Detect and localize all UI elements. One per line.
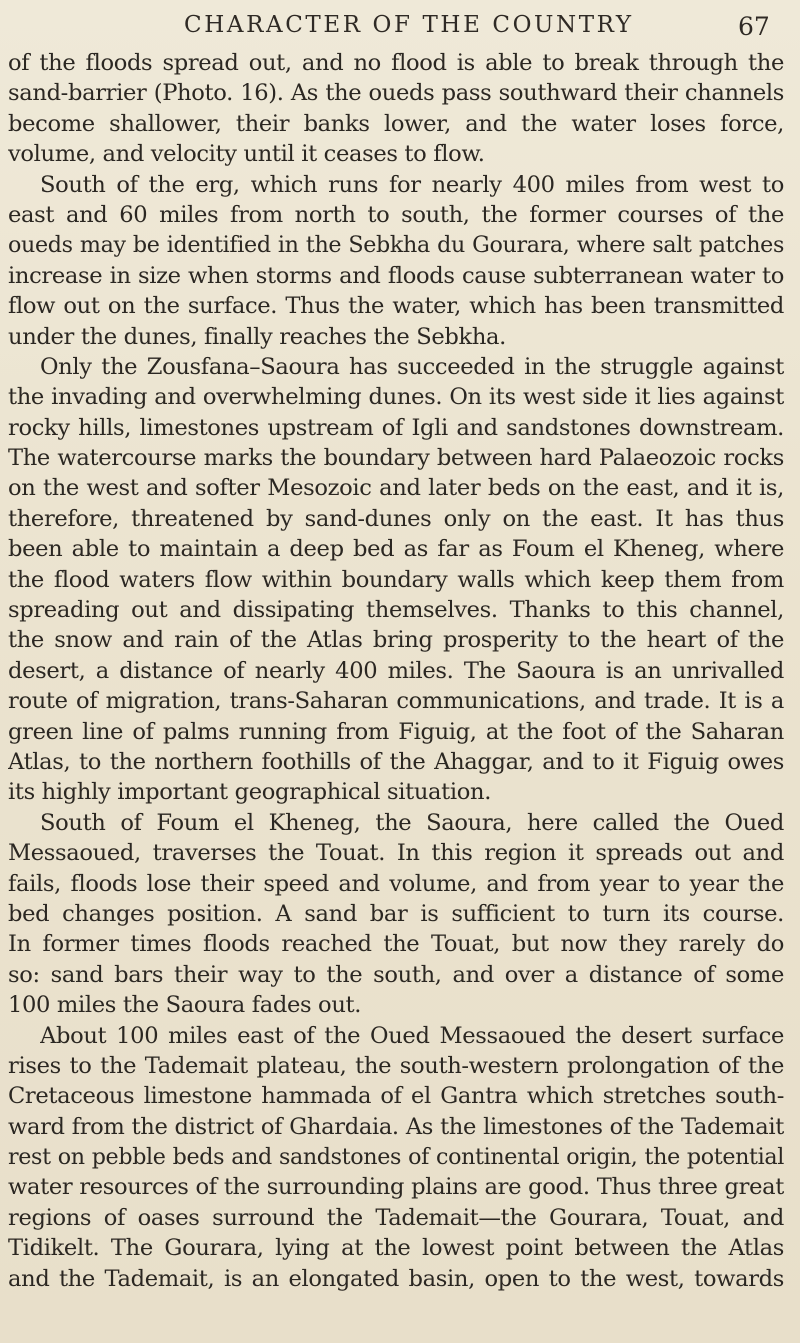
text-line: fails, floods lose their speed and volume, and from year to year the [8,870,784,897]
text-line: under the dunes, finally reaches the Sebkha. [8,323,506,350]
text-line: Messaoued, traverses the Touat. In this region it spreads out and [8,840,784,867]
text-line: green line of palms running from Figuig, at the foot of the Saharan [8,718,784,745]
text-line: increase in size when storms and floods cause subterranean water to [8,262,784,289]
text-line: the invading and overwhelming dunes. On its west side it lies against [8,384,784,411]
text-line: The watercourse marks the boundary between hard Palaeozoic rocks [8,445,784,472]
text-line: rises to the Tademait plateau, the south-western prolongation of the [8,1052,784,1079]
text-line: its highly important geographical situation. [8,779,492,806]
text-line: Tidikelt. The Gourara, lying at the lowest point between the Atlas [8,1235,784,1262]
text-line: the snow and rain of the Atlas bring prosperity to the heart of the [8,627,784,654]
text-line: desert, a distance of nearly 400 miles. The Saoura is an unrivalled [8,657,784,684]
page-number: 67 [738,12,770,41]
text-line: regions of oases surround the Tademait—the Gourara, Touat, and [8,1204,784,1231]
text-line: In former times floods reached the Touat, but now they rarely do [8,931,784,958]
running-title: CHARACTER OF THE COUNTRY [184,12,634,38]
text-line: therefore, threatened by sand-dunes only on the east. It has thus [8,505,784,532]
text-line: east and 60 miles from north to south, the former courses of the [8,201,784,228]
text-line: South of Foum el Kheneg, the Saoura, here called the Oued [40,809,784,836]
text-line: oueds may be identified in the Sebkha du Gourara, where salt patches [8,232,784,259]
text-line: of the floods spread out, and no flood is able to break through the [8,50,784,76]
text-line: Atlas, to the northern foothills of the Ahaggar, and to it Figuig owes [8,748,784,775]
text-line: bed changes position. A sand bar is sufficient to turn its course. [8,900,784,927]
text-line: volume, and velocity until it ceases to flow. [8,141,485,168]
text-line: South of the erg, which runs for nearly 400 miles from west to [40,171,784,198]
text-line: become shallower, their banks lower, and the water loses force, [8,110,784,137]
text-line: ward from the district of Ghardaia. As the limestones of the Tademait [8,1113,784,1140]
text-line: About 100 miles east of the Oued Messaoued the desert surface [40,1022,784,1049]
body-text [8,48,784,1338]
text-line: spreading out and dissipating themselves. Thanks to this channel, [8,597,784,624]
text-line: so: sand bars their way to the south, and over a distance of some [8,961,784,988]
text-line: 100 miles the Saoura fades out. [8,992,362,1019]
text-line: Only the Zousfana–Saoura has succeeded in the struggle against [40,353,784,380]
text-line: and the Tademait, is an elongated basin, open to the west, towards [8,1265,784,1292]
text-line: rest on pebble beds and sandstones of continental origin, the potential [8,1144,784,1171]
text-line: Cretaceous limestone hammada of el Gantra which stretches south- [8,1083,784,1110]
text-line: been able to maintain a deep bed as far as Foum el Kheneg, where [8,536,784,563]
text-line: route of migration, trans-Saharan communications, and trade. It is a [8,688,784,715]
running-header [0,12,800,52]
text-line: the flood waters flow within boundary walls which keep them from [8,566,784,593]
text-line: sand-barrier (Photo. 16). As the oueds pass southward their channels [8,80,784,107]
text-line: on the west and softer Mesozoic and later beds on the east, and it is, [8,475,784,502]
text-line: flow out on the surface. Thus the water, which has been transmitted [8,293,784,320]
text-line: water resources of the surrounding plains are good. Thus three great [8,1174,784,1201]
text-line: rocky hills, limestones upstream of Igli and sandstones downstream. [8,414,784,441]
